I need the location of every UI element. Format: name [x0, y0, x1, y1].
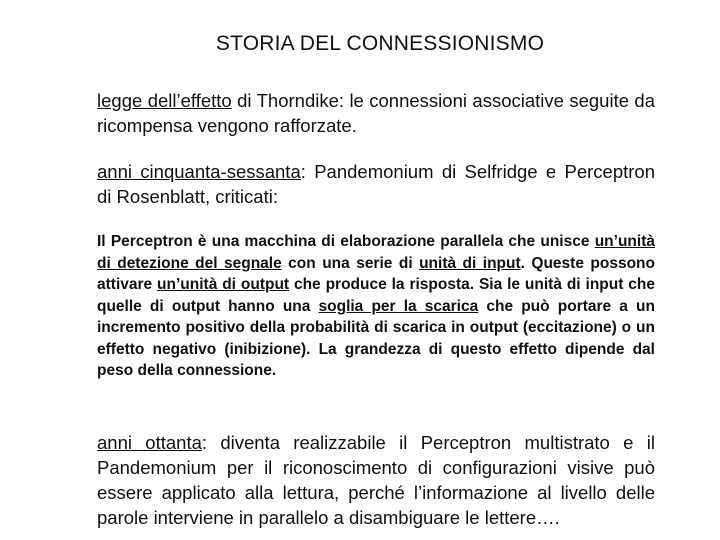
- paragraph-perceptron: [97, 231, 655, 382]
- paragraph-text: che può portare a un incremento positivo della probabilità di scarica in output (eccitazione) o un effetto negativo (inibizione). La grandezza di questo effetto dipende dal peso della connessione.: [97, 297, 655, 379]
- paragraph-text: con una serie di: [281, 254, 420, 272]
- term-signal-detection-unit: un’unità di detezione del segnale: [97, 233, 655, 272]
- paragraph-text: : diventa realizzabile il Perceptron multistrato e il Pandemonium per il riconoscimento di configurazioni visive può essere applicato alla lettura, perché l’informazione al livello delle parole interviene in parallelo a disambiguare le lettere….: [97, 432, 655, 528]
- paragraph-text: che produce la risposta. Sia le unità di input che quelle di output hanno una: [97, 276, 655, 315]
- term-fifties-sixties: anni cinquanta-sessanta: [97, 161, 301, 182]
- term-output-unit: un’unità di output: [157, 276, 290, 293]
- paragraph-text: di Thorndike: le connessioni associative seguite da ricompensa vengono rafforzate.: [97, 90, 655, 136]
- term-eighties: anni ottanta: [97, 432, 202, 453]
- term-firing-threshold: soglia per la scarica: [318, 297, 479, 315]
- paragraph-fifties-sixties: [97, 159, 655, 209]
- paragraph-eighties: [97, 430, 655, 530]
- paragraph-law-of-effect: [97, 88, 655, 138]
- paragraph-text: Il Perceptron è una macchina di elaborazione parallela che unisce: [97, 233, 595, 250]
- slide-title: STORIA DEL CONNESSIONISMO: [215, 32, 545, 55]
- term-input-units: unità di input: [419, 254, 521, 272]
- paragraph-text: : Pandemonium di Selfridge e Perceptron di Rosenblatt, criticati:: [97, 161, 655, 207]
- paragraph-text: . Queste possono attivare: [97, 254, 655, 293]
- term-law-of-effect: legge dell’effetto: [97, 90, 232, 111]
